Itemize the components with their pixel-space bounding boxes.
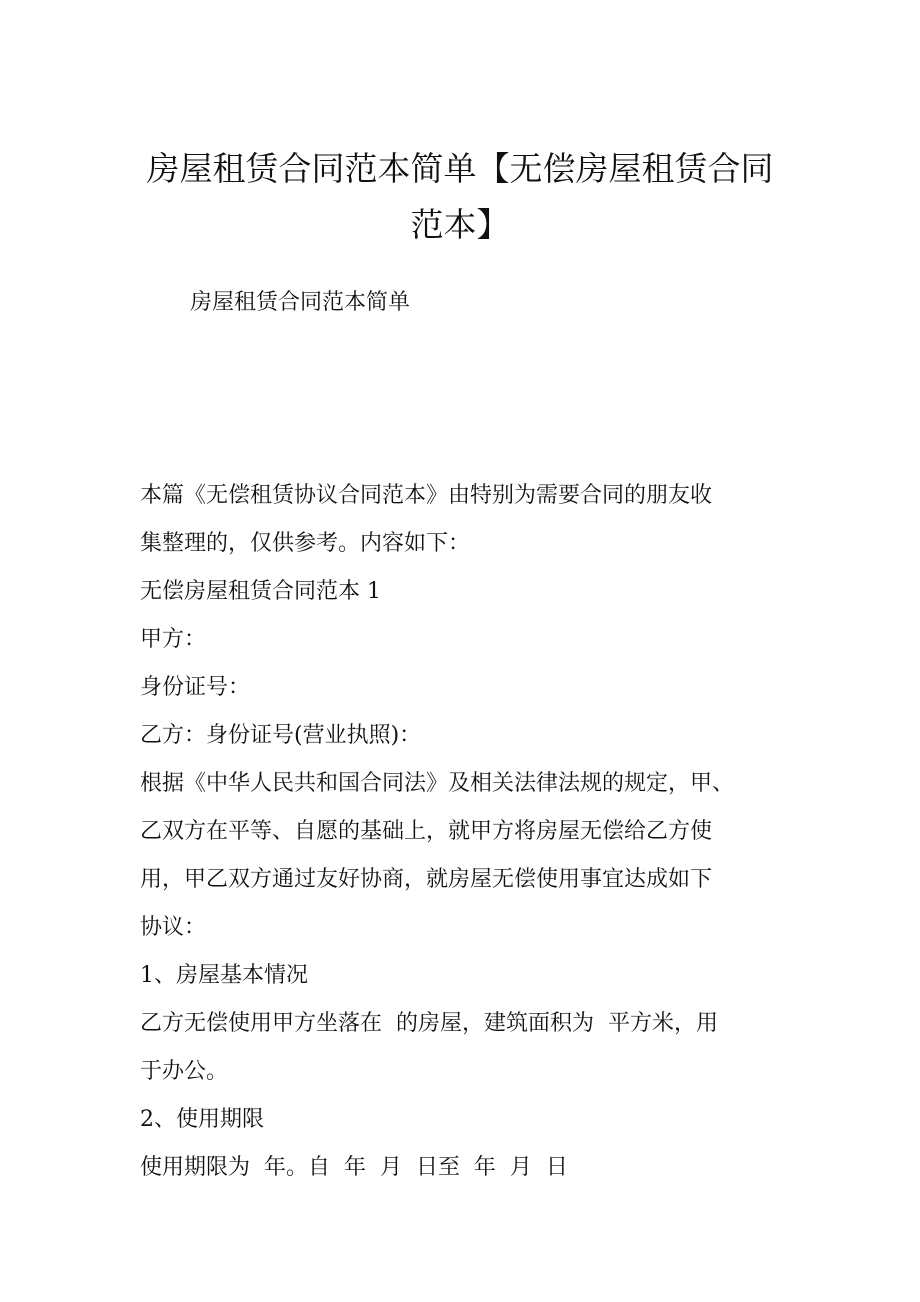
section-heading-term: 2、使用期限 xyxy=(140,1107,264,1132)
body-line-intro-1: 本篇《无偿租赁协议合同范本》由特别为需要合同的朋友收 xyxy=(140,483,713,508)
section-heading-house-info: 1、房屋基本情况 xyxy=(140,963,308,988)
body-line-house-info-1: 乙方无偿使用甲方坐落在 的房屋，建筑面积为 平方米，用 xyxy=(140,1011,718,1036)
body-line-party-b: 乙方：身份证号(营业执照)： xyxy=(140,723,422,748)
body-line-intro-2: 集整理的，仅供参考。内容如下： xyxy=(140,531,471,556)
body-line-party-a-id: 身份证号： xyxy=(140,675,251,700)
document-title-line-2: 范本】 xyxy=(410,205,510,244)
document-subtitle: 房屋租赁合同范本简单 xyxy=(190,290,411,315)
body-line-party-a: 甲方： xyxy=(140,627,207,652)
body-line-house-info-2: 于办公。 xyxy=(140,1059,229,1084)
body-line-term: 使用期限为 年。自 年 月 日至 年 月 日 xyxy=(140,1155,568,1180)
body-line-contract-heading: 无偿房屋租赁合同范本 1 xyxy=(140,579,381,604)
body-line-basis-2: 乙双方在平等、自愿的基础上，就甲方将房屋无偿给乙方使 xyxy=(140,819,713,844)
body-line-basis-4: 协议： xyxy=(140,915,207,940)
body-line-basis-3: 用，甲乙双方通过友好协商，就房屋无偿使用事宜达成如下 xyxy=(140,867,713,892)
document-title-line-1: 房屋租赁合同范本简单【无偿房屋租赁合同 xyxy=(146,149,774,188)
body-line-basis-1: 根据《中华人民共和国合同法》及相关法律法规的规定，甲、 xyxy=(140,771,735,796)
